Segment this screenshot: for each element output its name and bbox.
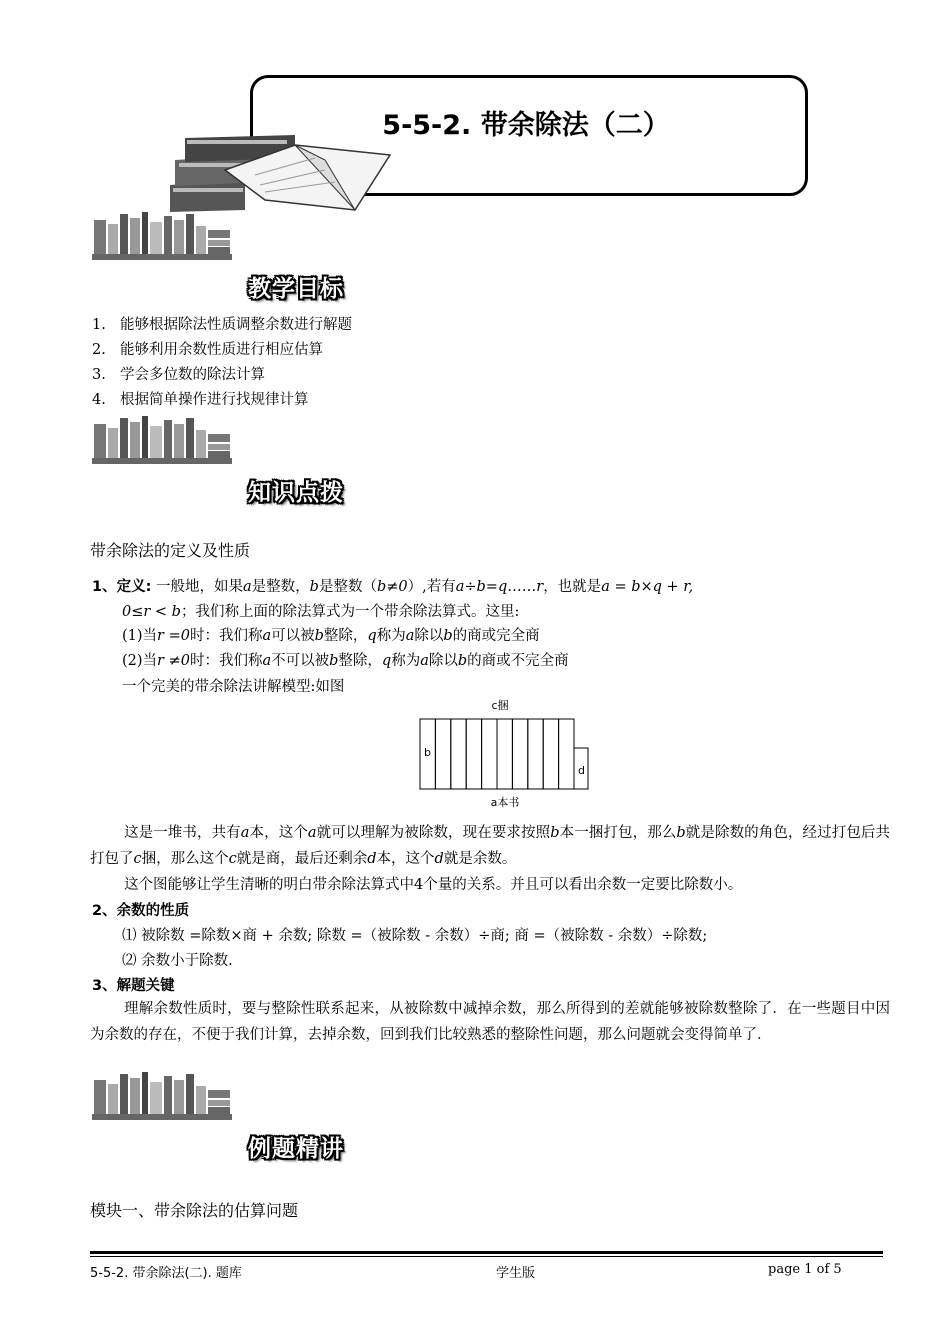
bundles xyxy=(420,719,574,789)
list-item: 4. 根据简单操作进行找规律计算 xyxy=(92,392,309,408)
diagram-d-label: d xyxy=(578,764,585,777)
remainder-property-1: ⑴ 被除数 =除数×商 + 余数; 除数 =（被除数 - 余数）÷商; 商 =（被除数 - 余数）÷除数; xyxy=(122,928,708,944)
definition-case-2: (2)当r ≠0时：我们称a不可以被b整除，q称为a除以b的商或不完全商 xyxy=(122,653,569,669)
footer-right: page 1 of 5 xyxy=(768,1262,842,1277)
objectives-list xyxy=(92,313,352,413)
key-text: 理解余数性质时，要与整除性联系起来，从被除数中减掉余数，那么所得到的差就能够被除数整除了．在一些题目中因为余数的存在，不便于我们计算，去掉余数，回到我们比较熟悉的整除性问题，那么问题就会变得简单了． xyxy=(90,1001,890,1043)
bundle-column xyxy=(435,719,450,789)
diagram-b-label: b xyxy=(424,746,431,759)
diagram-bottom-label: a本书 xyxy=(490,796,520,809)
footer-rule-thin xyxy=(90,1256,883,1257)
bundle-column xyxy=(466,719,481,789)
section-goals: 教学目标 xyxy=(248,276,344,302)
bookshelf-icon xyxy=(90,210,235,262)
bundle-column xyxy=(559,719,574,789)
model-summary: 这个图能够让学生清晰的明白带余除法算式中4个量的关系。并且可以看出余数一定要比除数小。 xyxy=(124,877,743,893)
section-examples: 例题精讲 xyxy=(248,1136,344,1162)
footer-rule xyxy=(90,1251,883,1254)
module-heading: 模块一、带余除法的估算问题 xyxy=(90,1201,299,1220)
definition-case-1: (1)当r =0时：我们称a可以被b整除，q称为a除以b的商或完全商 xyxy=(122,628,540,644)
bookshelf-icon xyxy=(90,414,235,466)
footer-left: 5-5-2. 带余除法(二). 题库 xyxy=(90,1266,242,1281)
definition-line-1: 1、定义: 一般地，如果a是整数，b是整数（b≠0）,若有a÷b=q……r，也就是a = b×q + r, xyxy=(92,579,694,595)
bookshelf-icon xyxy=(90,1070,235,1122)
remainder-label: 2、余数的性质 xyxy=(92,903,190,919)
diagram-top-label: c捆 xyxy=(491,699,509,712)
key-label: 3、解题关键 xyxy=(92,978,175,994)
footer-center: 学生版 xyxy=(496,1266,536,1281)
bundle-column xyxy=(543,719,558,789)
section-knowledge: 知识点拨 xyxy=(248,480,344,506)
bundle-column xyxy=(528,719,543,789)
division-model-diagram xyxy=(410,696,600,811)
subheading-definition: 带余除法的定义及性质 xyxy=(90,541,251,560)
list-item: 2. 能够利用余数性质进行相应估算 xyxy=(92,342,323,358)
bundle-column xyxy=(497,719,512,789)
books-illustration xyxy=(165,130,395,215)
bundle-column xyxy=(482,719,497,789)
definition-model: 一个完美的带余除法讲解模型:如图 xyxy=(122,679,345,695)
model-explanation: 这是一堆书，共有a本，这个a就可以理解为被除数，现在要求按照b本一捆打包，那么b就是除数的角色，经过打包后共打包了c捆，那么这个c就是商，最后还剩余d本，这个d就是余数。 xyxy=(90,825,891,867)
bundle-column xyxy=(451,719,466,789)
bundle-column xyxy=(512,719,527,789)
remainder-property-2: ⑵ 余数小于除数. xyxy=(122,953,233,969)
list-item: 1. 能够根据除法性质调整余数进行解题 xyxy=(92,317,352,333)
list-item: 3. 学会多位数的除法计算 xyxy=(92,367,265,383)
page-title: 5-5-2. 带余除法（二） xyxy=(382,110,670,141)
definition-line-2: 0≤r < b；我们称上面的除法算式为一个带余除法算式。这里: xyxy=(122,604,520,620)
